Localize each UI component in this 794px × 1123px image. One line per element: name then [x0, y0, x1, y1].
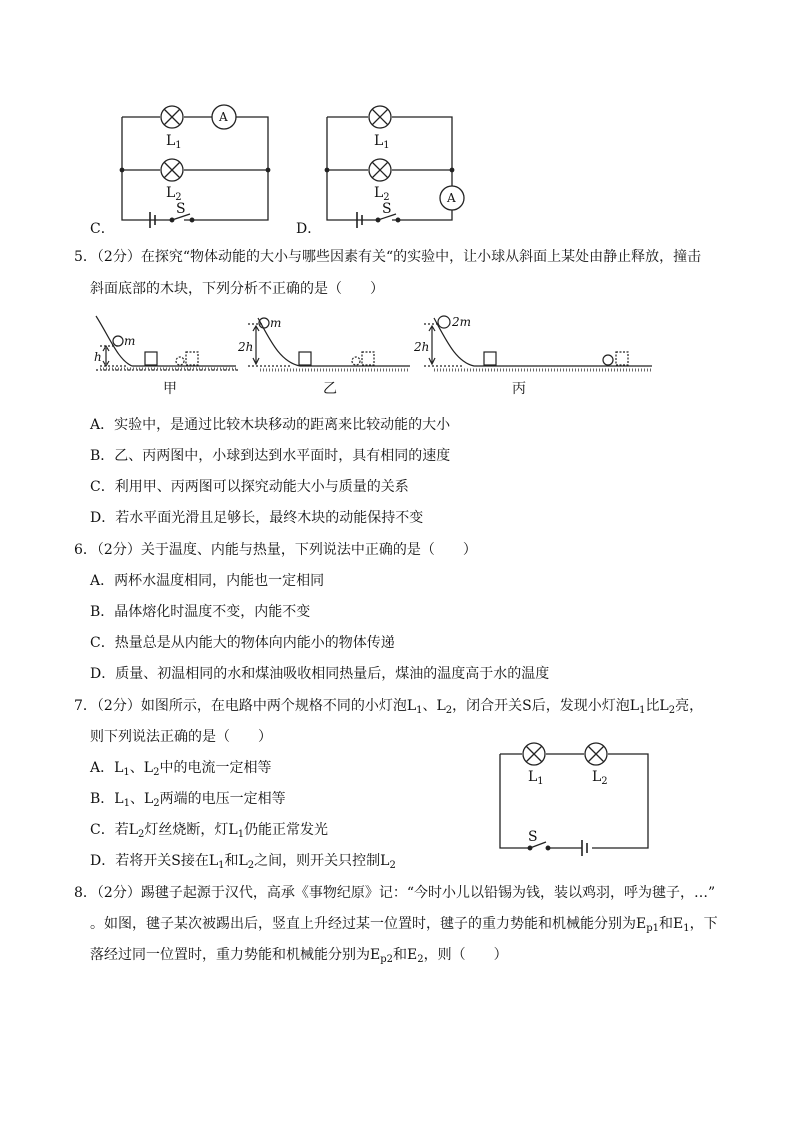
circuit-q7: [500, 743, 648, 856]
q5-stem-line2: 斜面底部的木块，下列分析不正确的是（ ）: [90, 281, 384, 297]
circuit-c-ammeter-label: A: [219, 110, 228, 124]
q7-circuit-switch-label: S: [528, 829, 538, 845]
fig-yi-height: 2h: [238, 340, 254, 354]
fig-jia-height: h: [94, 350, 102, 364]
fig-yi-mass: m: [270, 316, 282, 330]
circuit-c: [122, 105, 268, 228]
q5-option-b: B．乙、丙两图中，小球到达到水平面时，具有相同的速度: [90, 448, 451, 464]
circuit-d-ammeter-label: A: [447, 191, 456, 205]
q6-option-d: D．质量、初温相同的水和煤油吸收相同热量后，煤油的温度高于水的温度: [90, 666, 550, 682]
option-d-label: D．: [296, 221, 322, 237]
fig-yi-caption: 乙: [323, 381, 337, 397]
fig-bing-caption: 丙: [512, 381, 526, 397]
q7-option-d: D．若将开关S接在$L_1$和$L_2$之间，则开关只控制$L_2$: [90, 853, 396, 871]
q7-stem-line1: 7．（2分）如图所示，在电路中两个规格不同的小灯泡$L_1$、$L_2$，闭合开关S后，发现小灯泡$L_1$比$L_2$亮，: [74, 698, 704, 716]
q7-stem-line2: 则下列说法正确的是（ ）: [90, 729, 272, 745]
circuit-d-lamp2-label: $L_2$: [374, 185, 390, 203]
q7-circuit-lamp2-label: $L_2$: [592, 769, 608, 787]
circuit-d-lamp1-label: $L_1$: [374, 133, 390, 151]
q6-stem: 6．（2分）关于温度、内能与热量，下列说法中正确的是（ ）: [74, 542, 477, 558]
fig-jia-mass: m: [124, 334, 136, 348]
q5-stem-line1: 5．（2分）在探究“物体动能的大小与哪些因素有关“的实验中，让小球从斜面上某处由静止释放，撞击: [74, 249, 702, 265]
q7-option-a: A．$L_1$、$L_2$中的电流一定相等: [90, 760, 272, 778]
figure-jia: [96, 316, 240, 370]
q7-option-b: B．$L_1$、$L_2$两端的电压一定相等: [90, 791, 286, 809]
circuit-d-switch-label: S: [382, 201, 392, 217]
q8-stem-line1: 8．（2分）踢毽子起源于汉代，高承《事物纪原》记：“今时小儿以铅锡为钱，装以鸡羽，呼为毽子，…”: [74, 885, 716, 901]
fig-bing-mass: 2m: [452, 315, 472, 329]
circuit-d: [327, 106, 464, 228]
circuit-c-switch-label: S: [176, 201, 186, 217]
q5-option-a: A．实验中，是通过比较木块移动的距离来比较动能的大小: [90, 417, 451, 433]
q5-option-d: D．若水平面光滑且足够长，最终木块的动能保持不变: [90, 510, 424, 526]
fig-bing-height: 2h: [414, 340, 430, 354]
option-c-label: C．: [90, 221, 115, 237]
q8-stem-line3: 落经过同一位置时，重力势能和机械能分别为$E_{p2}$和$E_2$，则（ ）: [90, 947, 508, 965]
q8-stem-line2: 。如图，毽子某次被踢出后，竖直上升经过某一位置时，毽子的重力势能和机械能分别为$E_{p1}$和$E_1$，下: [90, 916, 718, 934]
circuit-c-lamp2-label: $L_2$: [166, 185, 182, 203]
q6-option-b: B．晶体熔化时温度不变，内能不变: [90, 604, 311, 620]
circuit-c-lamp1-label: $L_1$: [166, 133, 182, 151]
q7-circuit-lamp1-label: $L_1$: [528, 769, 544, 787]
q5-option-c: C．利用甲、丙两图可以探究动能大小与质量的关系: [90, 479, 409, 495]
q6-option-a: A．两杯水温度相同，内能也一定相同: [90, 573, 325, 589]
q7-option-c: C．若$L_2$灯丝烧断，灯$L_1$仍能正常发光: [90, 822, 329, 840]
fig-jia-caption: 甲: [163, 381, 177, 397]
q6-option-c: C．热量总是从内能大的物体向内能小的物体传递: [90, 635, 395, 651]
